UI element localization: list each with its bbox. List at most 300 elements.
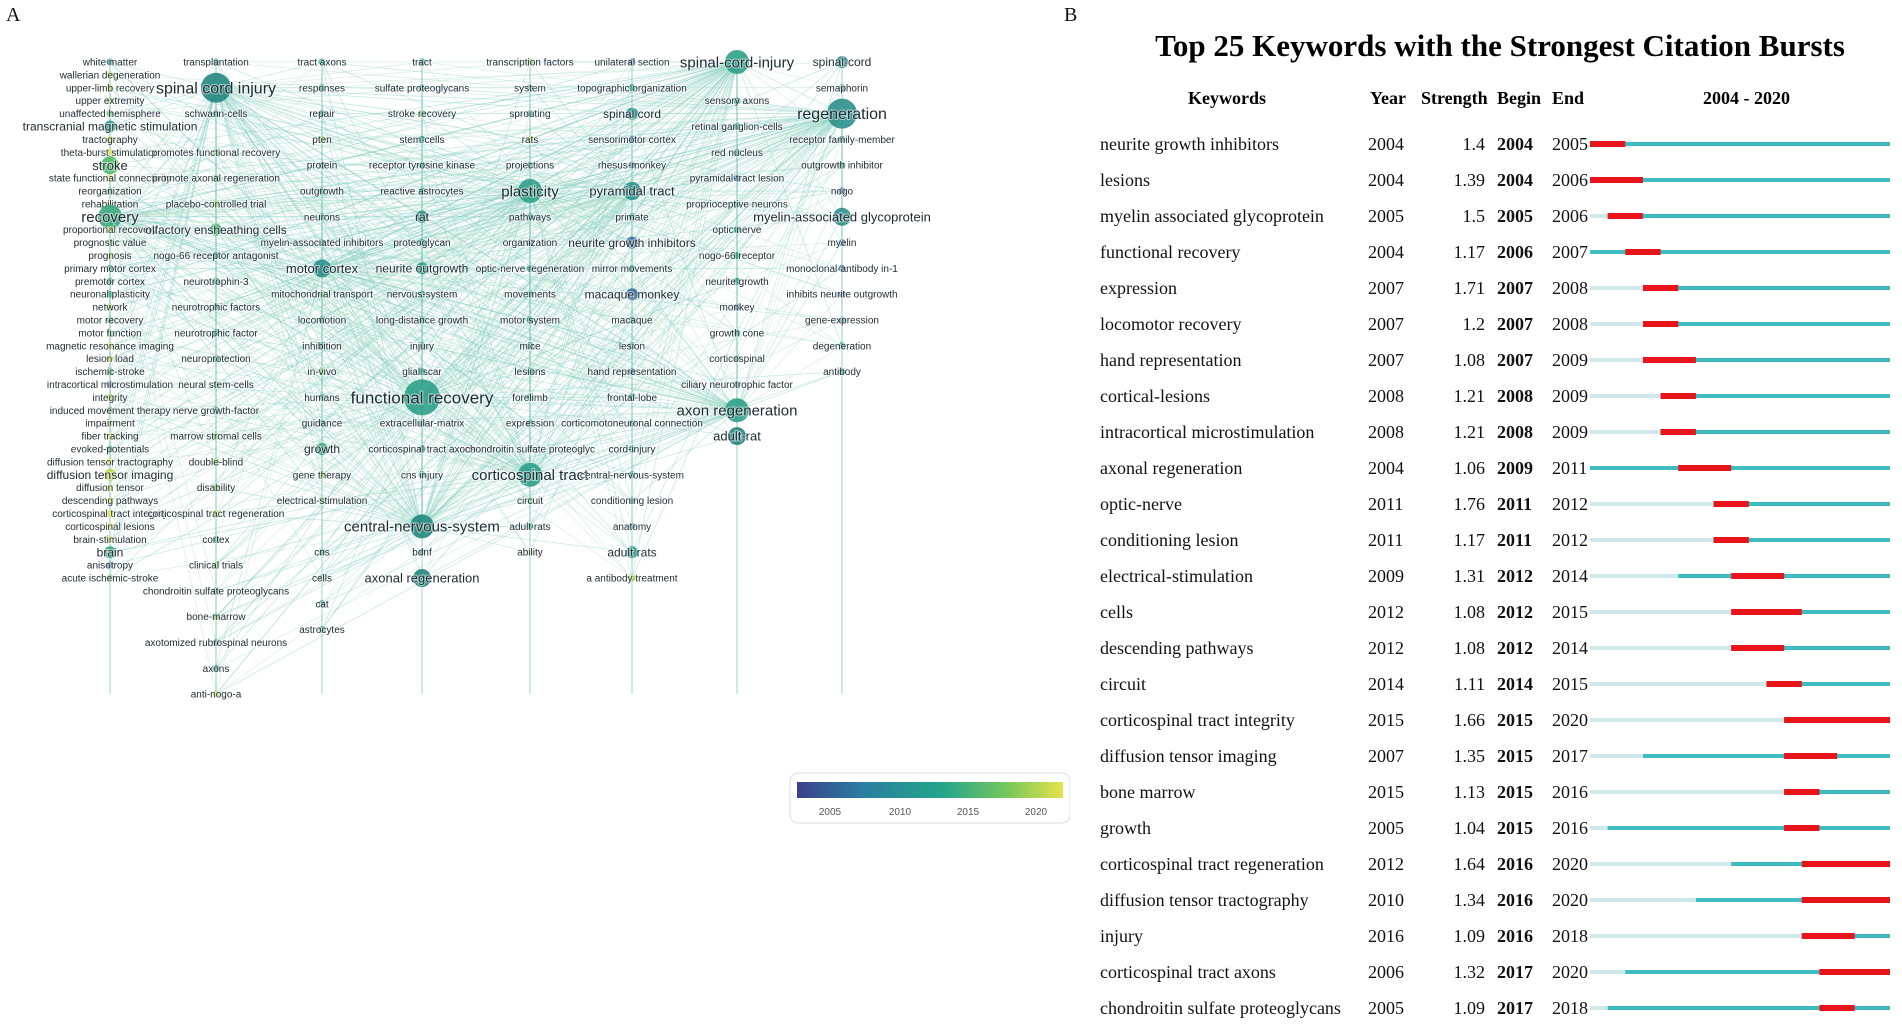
burst-year: 2015 [1368, 710, 1404, 730]
network-node-label: primary motor cortex [64, 263, 156, 275]
timeline-active-segment [1643, 322, 1890, 326]
burst-begin: 2007 [1497, 350, 1533, 370]
network-node-label: lesion [618, 341, 646, 353]
burst-end: 2015 [1552, 602, 1588, 622]
network-node-label: anatomy [612, 521, 652, 533]
network-node-label: descending pathways [61, 496, 159, 508]
network-node-label: corticospinal lesions [65, 521, 155, 533]
burst-keyword: hand representation [1100, 350, 1242, 370]
timeline-burst-segment [1625, 249, 1660, 255]
burst-row [1090, 270, 1902, 306]
network-node-label: nogo [830, 186, 854, 198]
burst-keyword: corticospinal tract integrity [1100, 710, 1295, 730]
burst-strength: 1.11 [1454, 674, 1485, 694]
network-node-label: rhesus-monkey [597, 160, 667, 172]
network-node-label: neurite growth [705, 276, 769, 288]
network-node-label: mirror movements [591, 263, 673, 275]
network-node-label: spinal cord injury [155, 80, 277, 98]
network-node-label: forelimb [512, 392, 548, 404]
burst-strength: 1.09 [1453, 926, 1485, 946]
timeline-burst-segment [1590, 177, 1643, 183]
network-node-label: projections [505, 160, 555, 172]
network-node-label: stem-cells [399, 134, 445, 146]
network-node-label: circuit [516, 496, 544, 508]
burst-begin: 2012 [1497, 638, 1533, 658]
burst-timeline [1590, 750, 1890, 762]
header-year: Year [1370, 88, 1406, 108]
burst-begin: 2014 [1497, 674, 1533, 694]
timeline-burst-segment [1802, 897, 1890, 903]
timeline-burst-segment [1784, 789, 1819, 795]
burst-end: 2009 [1552, 386, 1588, 406]
burst-end: 2018 [1552, 998, 1588, 1018]
burst-strength: 1.21 [1453, 386, 1485, 406]
burst-row [1090, 414, 1902, 450]
network-node-label: spinal-cord [812, 55, 872, 70]
burst-timeline [1590, 462, 1890, 474]
timeline-pre-segment [1590, 322, 1643, 326]
burst-begin: 2015 [1497, 710, 1533, 730]
network-node-label: impairment [85, 418, 135, 430]
burst-year: 2011 [1368, 494, 1404, 514]
colorbar-tick-label: 2010 [888, 807, 912, 818]
timeline-burst-segment [1608, 213, 1643, 219]
burst-timeline [1590, 246, 1890, 258]
network-node-label: system [514, 83, 546, 95]
network-node-label: monoclonal-antibody in-1 [786, 263, 898, 275]
network-node-label: chondroitin sulfate proteoglycans [142, 586, 290, 598]
burst-timeline [1590, 642, 1890, 654]
burst-row [1090, 306, 1902, 342]
network-node-label: corticospinal [709, 354, 765, 366]
timeline-pre-segment [1590, 934, 1802, 938]
network-node-label: proteoglycan [393, 238, 451, 250]
burst-begin: 2007 [1497, 278, 1533, 298]
header-strength: Strength [1421, 88, 1488, 108]
burst-row [1090, 558, 1902, 594]
burst-strength: 1.08 [1453, 638, 1485, 658]
burst-keyword: corticospinal tract regeneration [1100, 854, 1324, 874]
network-node-label: brain [96, 545, 124, 560]
network-node-label: growth cone [709, 328, 765, 340]
header-range: 2004 - 2020 [1703, 88, 1790, 108]
burst-keyword: corticospinal tract axons [1100, 962, 1276, 982]
timeline-pre-segment [1590, 646, 1731, 650]
network-edge [322, 268, 632, 500]
burst-timeline [1590, 714, 1890, 726]
timeline-burst-segment [1784, 825, 1819, 831]
timeline-burst-segment [1643, 357, 1696, 363]
network-node-label: receptor tyrosine kinase [368, 160, 476, 172]
network-node-label: inhibits neurite outgrowth [786, 289, 898, 301]
timeline-burst-segment [1802, 861, 1890, 867]
network-node-label: schwann-cells [184, 109, 248, 121]
timeline-burst-segment [1802, 933, 1855, 939]
burst-row [1090, 486, 1902, 522]
network-node-label: mitochondrial transport [271, 289, 373, 301]
burst-row [1090, 954, 1902, 990]
burst-year: 2009 [1368, 566, 1404, 586]
timeline-burst-segment [1784, 753, 1837, 759]
timeline-pre-segment [1590, 574, 1678, 578]
burst-year: 2007 [1368, 746, 1404, 766]
burst-timeline [1590, 534, 1890, 546]
network-node-label: movements [504, 289, 556, 301]
burst-row [1090, 342, 1902, 378]
network-node-label: regeneration [797, 106, 887, 124]
burst-begin: 2004 [1497, 134, 1533, 154]
network-node-label: reorganization [78, 186, 142, 198]
network-node-label: prognostic value [73, 238, 147, 250]
network-node-label: upper extremity [75, 96, 145, 108]
burst-year: 2010 [1368, 890, 1404, 910]
timeline-pre-segment [1590, 214, 1608, 218]
burst-year: 2007 [1368, 278, 1404, 298]
network-node-label: motor recovery [76, 315, 144, 327]
network-node-label: optic nerve [712, 225, 762, 237]
network-node-label: transplantation [183, 57, 249, 69]
timeline-pre-segment [1590, 682, 1766, 686]
burst-end: 2014 [1552, 638, 1588, 658]
burst-keyword: axonal regeneration [1100, 458, 1243, 478]
burst-year: 2008 [1368, 422, 1404, 442]
network-node-label: stroke [92, 157, 128, 173]
network-node-label: cat [315, 599, 329, 611]
network-node-label: bone-marrow [186, 612, 246, 624]
timeline-pre-segment [1590, 502, 1714, 506]
network-node-label: neurite outgrowth [375, 261, 469, 276]
timeline-pre-segment [1590, 430, 1661, 434]
burst-end: 2020 [1552, 890, 1588, 910]
burst-row [1090, 234, 1902, 270]
burst-begin: 2016 [1497, 890, 1533, 910]
network-node-label: corticospinal tract axons [368, 444, 476, 456]
burst-strength: 1.08 [1453, 602, 1485, 622]
network-node-label: promotes functional recovery [151, 147, 281, 159]
network-node-label: pyramidal tract lesion [689, 173, 785, 185]
network-node-label: neural stem-cells [178, 380, 254, 391]
burst-strength: 1.08 [1453, 350, 1485, 370]
network-node-label: theta-burst stimulation [60, 147, 160, 159]
burst-keyword: lesions [1100, 170, 1151, 190]
network-node-label: inhibition [302, 341, 342, 353]
network-node-label: bdnf [412, 547, 432, 559]
network-node-label: reactive astrocytes [380, 186, 464, 198]
timeline-active-segment [1678, 574, 1890, 578]
network-node-label: induced movement therapy [49, 405, 171, 417]
burst-end: 2005 [1552, 134, 1588, 154]
burst-end: 2012 [1552, 530, 1588, 550]
network-node-label: neurotrophic factor [174, 328, 258, 340]
timeline-pre-segment [1590, 1006, 1608, 1010]
burst-row [1090, 126, 1902, 162]
network-node-label: corticomotoneuronal connection [561, 418, 703, 430]
network-node-label: central-nervous-system [580, 470, 684, 482]
timeline-pre-segment [1590, 538, 1714, 542]
burst-keyword: locomotor recovery [1100, 314, 1242, 334]
burst-begin: 2004 [1497, 170, 1533, 190]
burst-begin: 2006 [1497, 242, 1533, 262]
header-begin: Begin [1497, 88, 1542, 108]
burst-strength: 1.35 [1453, 746, 1485, 766]
network-node-label: degeneration [812, 341, 872, 353]
burst-year: 2004 [1368, 458, 1404, 478]
timeline-burst-segment [1661, 393, 1696, 399]
network-node-label: neurons [303, 212, 341, 224]
network-node-label: guidance [301, 418, 343, 430]
timeline-burst-segment [1819, 1005, 1854, 1011]
network-node-label: cns injury [400, 470, 444, 482]
burst-strength: 1.21 [1453, 422, 1485, 442]
burst-end: 2006 [1552, 170, 1588, 190]
burst-keyword: injury [1100, 926, 1143, 946]
burst-timeline [1590, 894, 1890, 906]
network-node-label: gene-expression [805, 315, 879, 327]
burst-keyword: chondroitin sulfate proteoglycans [1100, 998, 1341, 1018]
network-node-label: motor system [499, 315, 561, 327]
year-colorbar [790, 773, 1070, 823]
network-node-label: myelin [827, 238, 857, 250]
network-node-label: adult rats [509, 521, 551, 533]
network-node-label: tractography [82, 134, 138, 146]
burst-keyword: intracortical microstimulation [1100, 422, 1315, 442]
burst-row [1090, 810, 1902, 846]
network-node-label: electrical-stimulation [276, 496, 368, 508]
network-node-label: marrow stromal cells [170, 431, 262, 443]
network-node-label: axon regeneration [676, 402, 798, 420]
burst-keyword: expression [1100, 278, 1177, 298]
burst-begin: 2017 [1497, 962, 1533, 982]
timeline-pre-segment [1590, 394, 1661, 398]
network-node-label: anisotropy [86, 560, 134, 572]
keyword-cooccurrence-network [0, 40, 1070, 840]
network-node-label: repair [309, 109, 335, 121]
network-node-label: white matter [82, 57, 138, 69]
burst-end: 2016 [1552, 818, 1588, 838]
network-node-label: state functional connectivity [48, 173, 172, 185]
network-node-label: unaffected hemisphere [59, 109, 161, 121]
burst-begin: 2009 [1497, 458, 1533, 478]
burst-keyword: conditioning lesion [1100, 530, 1239, 550]
network-node-label: locomotion [297, 315, 347, 327]
timeline-pre-segment [1590, 754, 1643, 758]
burst-strength: 1.17 [1453, 242, 1485, 262]
network-node-label: axons [202, 663, 230, 675]
burst-row [1090, 630, 1902, 666]
network-node-label: diffusion tensor tractography [46, 457, 174, 469]
network-node-label: nervous-system [386, 289, 458, 301]
burst-end: 2008 [1552, 314, 1588, 334]
burst-row [1090, 378, 1902, 414]
network-node-label: cns [314, 547, 330, 559]
burst-timeline [1590, 210, 1890, 222]
burst-timeline [1590, 498, 1890, 510]
network-node-label: premotor cortex [74, 276, 146, 288]
burst-strength: 1.13 [1453, 782, 1485, 802]
network-node-label: long-distance growth [375, 315, 469, 327]
timeline-pre-segment [1590, 826, 1608, 830]
network-node-label: double-blind [188, 457, 244, 469]
burst-row [1090, 198, 1902, 234]
network-node-label: frontal-lobe [606, 392, 658, 404]
burst-timeline [1590, 138, 1890, 150]
burst-row [1090, 918, 1902, 954]
burst-end: 2015 [1552, 674, 1588, 694]
network-node-label: functional recovery [350, 388, 494, 408]
burst-strength: 1.4 [1462, 134, 1485, 154]
timeline-burst-segment [1766, 681, 1801, 687]
network-node-label: promote axonal regeneration [152, 173, 280, 185]
burst-begin: 2012 [1497, 602, 1533, 622]
network-node-label: macaque [611, 315, 653, 327]
network-node-label: cortex [202, 534, 230, 546]
network-node-label: brain-stimulation [73, 534, 147, 546]
burst-year: 2006 [1368, 962, 1404, 982]
network-node-label: cells [311, 573, 333, 585]
network-node-label: disability [196, 483, 236, 495]
timeline-pre-segment [1590, 970, 1625, 974]
network-node-label: clinical trials [189, 560, 243, 572]
header-keywords: Keywords [1188, 88, 1266, 108]
burst-strength: 1.06 [1453, 458, 1485, 478]
timeline-pre-segment [1590, 286, 1643, 290]
network-node-label: prognosis [88, 251, 132, 262]
burst-strength: 1.17 [1453, 530, 1485, 550]
network-node-label: sulfate proteoglycans [374, 83, 470, 95]
burst-timeline [1590, 570, 1890, 582]
timeline-active-segment [1643, 286, 1890, 290]
burst-timeline [1590, 1002, 1890, 1014]
keyword-network-panel [0, 40, 1070, 840]
burst-year: 2004 [1368, 242, 1404, 262]
burst-strength: 1.09 [1453, 998, 1485, 1018]
burst-begin: 2015 [1497, 818, 1533, 838]
burst-begin: 2005 [1497, 206, 1533, 226]
network-node-label: rats [521, 134, 539, 146]
network-node-label: red nucleus [711, 147, 763, 159]
burst-begin: 2015 [1497, 746, 1533, 766]
burst-timeline [1590, 318, 1890, 330]
network-node-label: motor function [78, 328, 142, 340]
network-node-label: wallerian degeneration [59, 70, 161, 82]
network-node-label: network [92, 302, 128, 314]
network-node-label: neurotrophin-3 [183, 276, 249, 288]
burst-strength: 1.32 [1453, 962, 1485, 982]
network-node-label: corticospinal tract [471, 467, 589, 485]
burst-strength: 1.04 [1453, 818, 1485, 838]
burst-year: 2014 [1368, 674, 1404, 694]
burst-strength: 1.5 [1462, 206, 1485, 226]
network-node-label: tract [412, 57, 432, 69]
burst-strength: 1.66 [1453, 710, 1485, 730]
network-node-label: receptor family-member [789, 134, 895, 146]
burst-keyword: cells [1100, 602, 1133, 622]
network-node-label: neurite growth inhibitors [568, 235, 696, 250]
burst-timeline [1590, 390, 1890, 402]
timeline-burst-segment [1643, 321, 1678, 327]
timeline-active-segment [1590, 466, 1890, 470]
colorbar-tick-label: 2020 [1024, 807, 1048, 818]
burst-strength: 1.71 [1453, 278, 1485, 298]
timeline-active-segment [1608, 214, 1890, 218]
network-node-label: spinal-cord-injury [679, 54, 795, 72]
network-node-label: lesion load [86, 354, 134, 366]
network-node-label: corticospinal tract integrity [52, 509, 168, 520]
burst-end: 2020 [1552, 710, 1588, 730]
timeline-pre-segment [1590, 358, 1643, 362]
network-node-label: pyramidal tract [589, 183, 675, 199]
timeline-pre-segment [1590, 898, 1696, 902]
timeline-burst-segment [1731, 645, 1784, 651]
burst-timeline [1590, 786, 1890, 798]
network-node-label: outgrowth inhibitor [801, 160, 883, 172]
burst-strength: 1.76 [1453, 494, 1485, 514]
network-node-label: protein [306, 160, 338, 172]
timeline-burst-segment [1678, 465, 1731, 471]
timeline-burst-segment [1731, 573, 1784, 579]
network-node-label: outgrowth [300, 186, 344, 198]
network-node-label: anti-nogo-a [190, 689, 242, 701]
network-node-label: humans [304, 392, 340, 404]
network-node-label: lesions [514, 367, 546, 379]
network-node-label: ability [517, 547, 543, 559]
burst-keyword: bone marrow [1100, 782, 1196, 802]
burst-keyword: growth [1100, 818, 1151, 838]
timeline-burst-segment [1819, 969, 1890, 975]
burst-end: 2008 [1552, 278, 1588, 298]
network-node-label: astrocytes [299, 625, 345, 637]
burst-year: 2005 [1368, 998, 1404, 1018]
network-node-label: plasticity [501, 183, 559, 201]
burst-row [1090, 882, 1902, 918]
burst-timeline [1590, 678, 1890, 690]
network-node-label: responses [298, 83, 346, 95]
network-node-label: magnetic resonance imaging [46, 341, 174, 353]
burst-keyword: electrical-stimulation [1100, 566, 1253, 586]
burst-begin: 2012 [1497, 566, 1533, 586]
network-node-label: primate [615, 212, 649, 224]
network-node-label: pten [312, 134, 332, 146]
burst-row [1090, 450, 1902, 486]
colorbar-tick-label: 2005 [818, 807, 842, 818]
network-node-label: neuronal plasticity [69, 289, 151, 301]
network-node-label: proprioceptive neurons [686, 199, 788, 211]
network-node-label: myelin-associated glycoprotein [753, 209, 931, 225]
timeline-active-segment [1643, 754, 1890, 758]
burst-row [1090, 522, 1902, 558]
network-node-label: proportional recovery [63, 225, 157, 237]
burst-title: Top 25 Keywords with the Strongest Citation Bursts [1155, 28, 1845, 63]
network-edge [322, 526, 422, 603]
burst-end: 2006 [1552, 206, 1588, 226]
burst-row [1090, 702, 1902, 738]
network-node-label: axonal regeneration [364, 570, 480, 586]
burst-end: 2011 [1552, 458, 1588, 478]
burst-end: 2016 [1552, 782, 1588, 802]
burst-begin: 2011 [1497, 530, 1533, 550]
burst-year: 2004 [1368, 134, 1404, 154]
panel-label-b: B [1064, 4, 1078, 26]
timeline-burst-segment [1714, 501, 1749, 507]
network-node-label: tract axons [297, 57, 347, 69]
timeline-burst-segment [1590, 141, 1625, 147]
timeline-burst-segment [1643, 285, 1678, 291]
burst-timeline [1590, 930, 1890, 942]
burst-timeline [1590, 858, 1890, 870]
burst-begin: 2015 [1497, 782, 1533, 802]
header-end: End [1552, 88, 1585, 108]
burst-year: 2015 [1368, 782, 1404, 802]
